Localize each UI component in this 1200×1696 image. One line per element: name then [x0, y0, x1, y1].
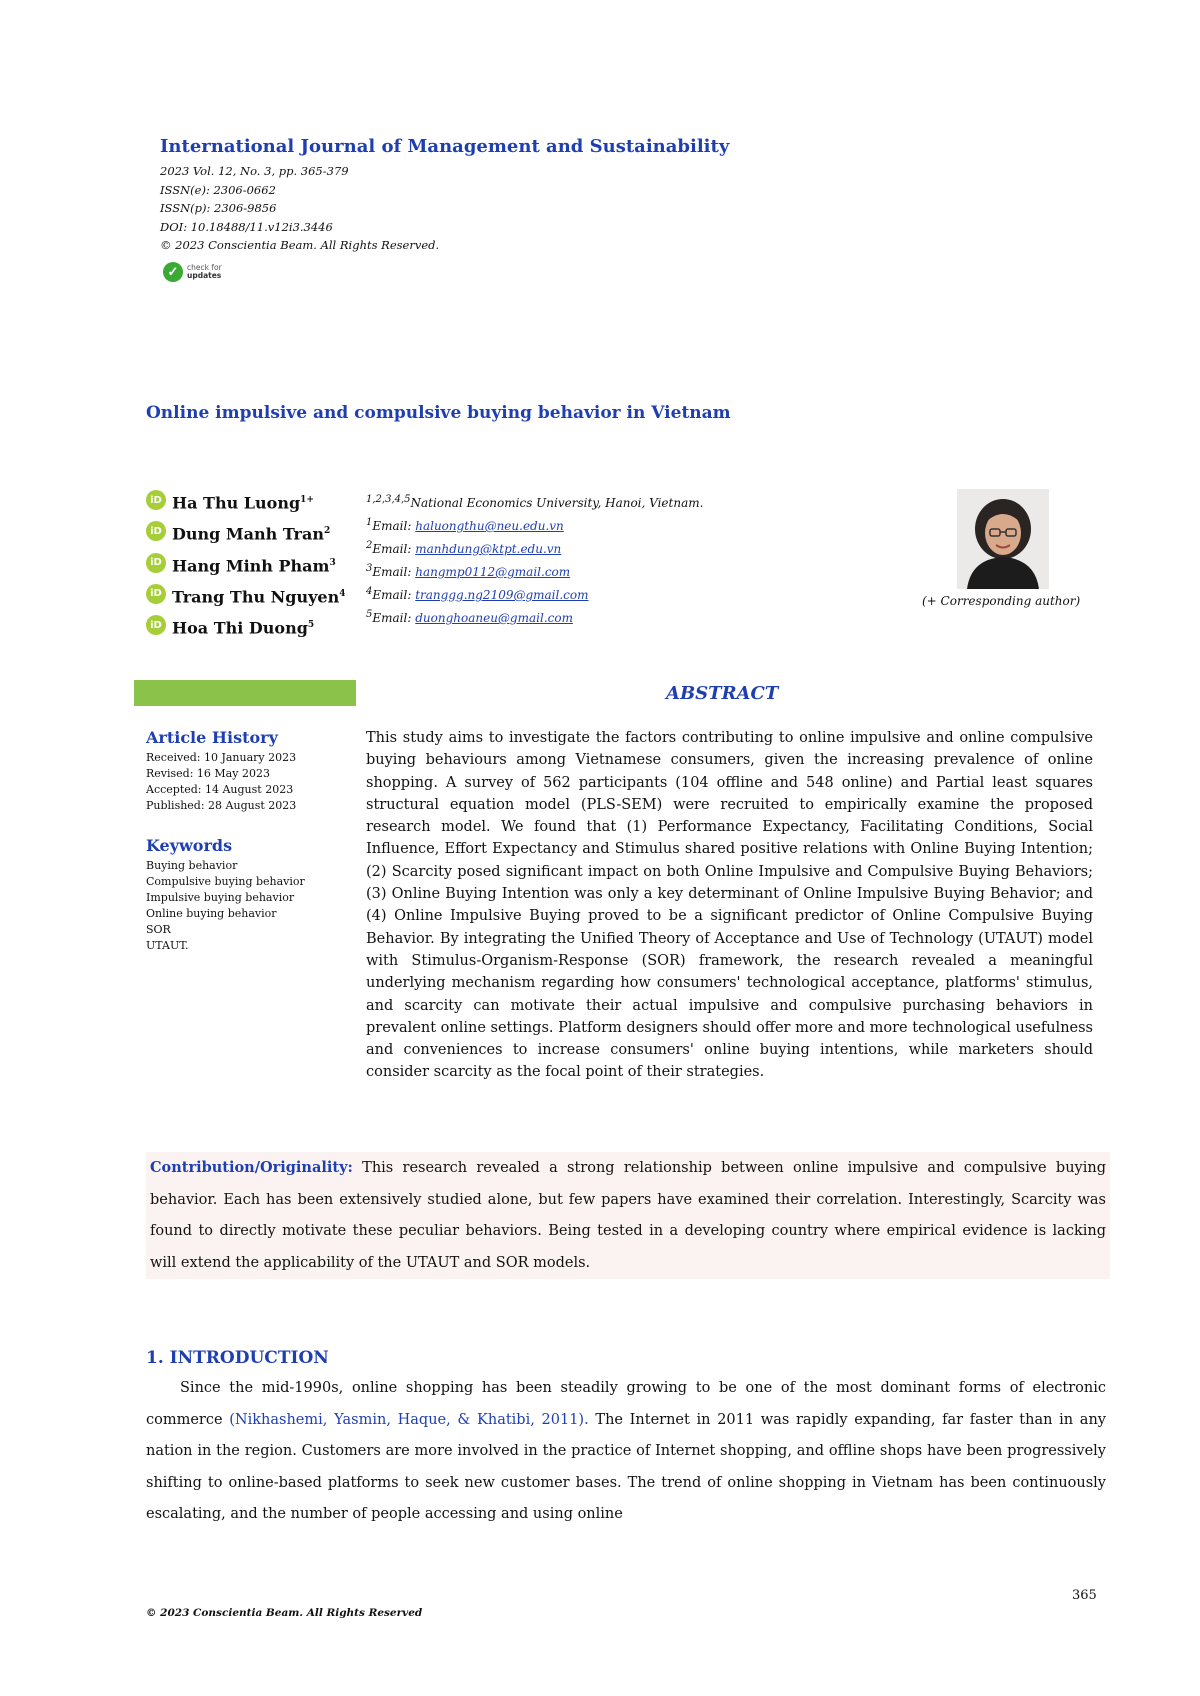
email-link[interactable]: tranggg.ng2109@gmail.com	[415, 588, 589, 602]
updates-line-2: updates	[187, 271, 222, 280]
email-line: $^2$Email: manhdung@ktpt.edu.vn	[366, 540, 562, 556]
introduction-text: Since the mid-1990s, online shopping has been steadily growing to be one of the most dominant forms of electronic commerce (Nikhashemi, Yasmin, Haque, & Khatibi, 2011). The Internet in 2011 was rapidly expanding, far faster than in any nation in the region. Customers are more involved in the practice of Internet shopping, and offline shops have been progressively shifting to online-based platforms to seek new customer bases. The trend of online shopping in Vietnam has been continuously escalating, and the number of people accessing and using online	[146, 1380, 1106, 1522]
keywords-heading: Keywords	[146, 836, 233, 855]
article-history-heading: Article History	[146, 728, 278, 747]
abstract-heading: ABSTRACT	[666, 683, 779, 704]
author-sup: 4	[339, 588, 346, 599]
keyword-item: Impulsive buying behavior	[146, 891, 295, 904]
paper-title: Online impulsive and compulsive buying behavior in Vietnam	[146, 403, 731, 423]
journal-issn-p: ISSN(p): 2306-9856	[160, 201, 277, 215]
author-sup: 5	[307, 620, 315, 631]
email-line: $^3$Email: hangmp0112@gmail.com	[366, 563, 571, 579]
email-link[interactable]: haluongthu@neu.edu.vn	[415, 519, 564, 533]
author-item[interactable]	[146, 615, 356, 638]
citation-link[interactable]: (Nikhashemi, Yasmin, Haque, & Khatibi, 2011).	[229, 1411, 589, 1428]
author-item[interactable]	[146, 553, 356, 576]
author-sup: 1+	[300, 495, 314, 505]
email-link[interactable]: duonghoaneu@gmail.com	[415, 611, 573, 625]
introduction-heading: 1. INTRODUCTION	[146, 1348, 329, 1368]
author-name: Hang Minh Pham	[172, 555, 330, 575]
author-name: Hoa Thi Duong	[172, 618, 308, 638]
affiliation-block	[366, 490, 703, 628]
keyword-item: UTAUT.	[146, 939, 189, 952]
journal-copyright: © 2023 Conscientia Beam. All Rights Reserved.	[160, 238, 440, 252]
keyword-item: Compulsive buying behavior	[146, 875, 305, 888]
keyword-item: SOR	[146, 923, 171, 936]
history-published: Published: 28 August 2023	[146, 799, 297, 812]
orcid-icon[interactable]: iD	[146, 615, 166, 635]
affiliation: $^{1,2,3,4,5}$National Economics University, Hanoi, Vietnam.	[366, 494, 704, 510]
history-revised: Revised: 16 May 2023	[146, 767, 270, 780]
email-line: $^1$Email: haluongthu@neu.edu.vn	[366, 517, 564, 533]
contribution-block	[146, 1152, 1110, 1279]
orcid-icon[interactable]: iD	[146, 521, 166, 541]
email-line: $^4$Email: tranggg.ng2109@gmail.com	[366, 586, 589, 602]
orcid-icon[interactable]: iD	[146, 553, 166, 573]
email-link[interactable]: manhdung@ktpt.edu.vn	[415, 542, 562, 556]
journal-issn-e: ISSN(e): 2306-0662	[160, 182, 276, 197]
check-for-updates-badge[interactable]	[163, 262, 222, 282]
photo-caption: (+ Corresponding author)	[922, 594, 1081, 608]
author-item[interactable]	[146, 490, 356, 513]
author-list	[146, 490, 356, 647]
contribution-label: Contribution/Originality:	[150, 1159, 353, 1176]
journal-volume: 2023 Vol. 12, No. 3, pp. 365-379	[160, 164, 349, 178]
history-accepted: Accepted: 14 August 2023	[146, 783, 294, 796]
keyword-item: Online buying behavior	[146, 907, 277, 920]
green-divider-bar	[134, 680, 356, 706]
checkmark-icon: ✓	[163, 262, 183, 282]
author-sup: 3	[329, 557, 336, 568]
footer-copyright: © 2023 Conscientia Beam. All Rights Reserved	[146, 1607, 423, 1619]
orcid-icon[interactable]: iD	[146, 490, 166, 510]
article-history	[146, 728, 296, 814]
orcid-icon[interactable]: iD	[146, 584, 166, 604]
author-item[interactable]	[146, 521, 356, 544]
author-name: Ha Thu Luong	[172, 493, 301, 513]
journal-doi: DOI: 10.18488/11.v12i3.3446	[160, 219, 333, 234]
author-name: Dung Manh Tran	[172, 524, 324, 544]
abstract-text: This study aims to investigate the factors contributing to online impulsive and online compulsive buying behaviours among Vietnamese consumers, given the increasing prevalence of online shopping. A survey of 562 participants (104 offline and 548 online) and Partial least squares structural equation model (PLS-SEM) were recruited to empirically examine the proposed research model. We found that (1) Performance Expectancy, Facilitating Conditions, Social Influence, Effort Expectancy and Stimulus shared positive relations with Online Buying Intention; (2) Scarcity posed significant impact on both Online Impulsive and Compulsive Buying Behaviors; (3) Online Buying Intention was only a key determinant of Online Impulsive Buying Behavior; and (4) Online Impulsive Buying proved to be a significant predictor of Online Compulsive Buying Behavior. By integrating the Unified Theory of Acceptance and Use of Technology (UTAUT) model with Stimulus-Organism-Response (SOR) framework, the research revealed a meaningful underlying mechanism regarding how consumers' technological acceptance, platforms' stimulus, and scarcity can motivate their actual impulsive and compulsive purchasing behaviors in prevalent online settings. Platform designers should offer more and more technological usefulness and conveniences to increase consumers' online buying intentions, while marketers should consider scarcity as the focal point of their strategies.	[366, 730, 1093, 1081]
author-name: Trang Thu Nguyen	[172, 587, 340, 607]
contribution-text: This research revealed a strong relationship between online impulsive and compulsive buying behavior. Each has been extensively studied alone, but few papers have examined their correlation. Interestingly, Scarcity was found to directly motivate these peculiar behaviors. Being tested in a developing country where empirical evidence is lacking will extend the applicability of the UTAUT and SOR models.	[150, 1160, 1106, 1271]
updates-line-1: check for	[187, 263, 222, 272]
author-sup: 2	[323, 526, 331, 537]
page-number: 365	[1072, 1588, 1097, 1603]
journal-meta	[160, 162, 439, 255]
author-item[interactable]	[146, 584, 356, 607]
email-link[interactable]: hangmp0112@gmail.com	[415, 565, 571, 579]
keyword-item: Buying behavior	[146, 859, 238, 872]
author-photo	[957, 489, 1049, 589]
keywords	[146, 836, 305, 954]
history-received: Received: 10 January 2023	[146, 751, 297, 764]
email-line: $^5$Email: duonghoaneu@gmail.com	[366, 609, 573, 625]
journal-title: International Journal of Management and Sustainability	[160, 136, 730, 157]
